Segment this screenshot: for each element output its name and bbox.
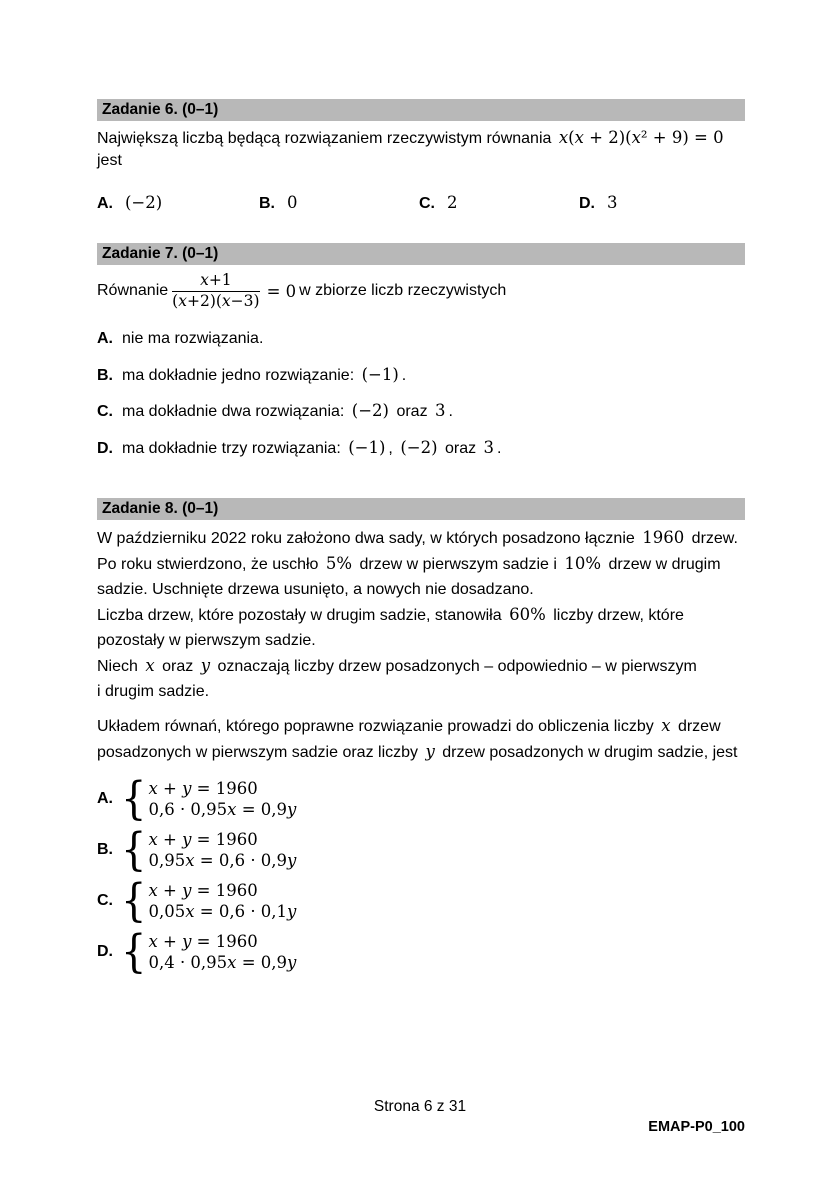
task-7-option-c [97,400,745,423]
text-line: sadzie. Uschnięte drzewa usunięto, a nowych nie dosadzano. [97,581,534,598]
option-letter: A. [97,790,113,807]
fraction-numerator: x+1 [172,272,259,292]
task-8-option-b [97,824,745,876]
text-line: Liczba drzew, które pozostały w drugim sadzie, stanowiła 60% liczby drzew, które [97,605,684,624]
task-8-option-c [97,875,745,927]
option-letter: C. [97,403,113,420]
task-6-option-d [579,193,745,213]
equation-system [148,880,296,922]
brace-icon: { [121,926,147,978]
option-letter: B. [97,841,113,858]
equation-system [148,931,296,973]
task-7-options [97,328,745,460]
equation-1: x + y = 1960 [148,881,258,900]
task-6-section [97,99,745,213]
equation-1: x + y = 1960 [148,932,258,951]
option-text: ma dokładnie trzy rozwiązania: (−1) , (−2) oraz 3 . [122,437,502,457]
task-6-option-a [97,193,259,213]
text-line: Niech x oraz y oznaczają liczby drzew posadzonych – odpowiednio – w pierwszym [97,656,697,675]
equation-2: 0,05x = 0,6 · 0,1y [148,902,297,921]
text-line: Układem równań, którego poprawne rozwiązanie prowadzi do obliczenia liczby x drzew [97,716,721,735]
option-text: ma dokładnie dwa rozwiązania: (−2) oraz 3 . [122,401,453,420]
task-8-header: Zadanie 8. (0–1) [97,498,745,520]
equation-2: 0,4 · 0,95x = 0,9y [148,953,297,972]
text-line: i drugim sadzie. [97,683,210,700]
task-7-equation [97,270,745,312]
equation-system [148,778,296,820]
task-7-option-b [97,364,745,387]
task-8-section [97,498,745,980]
task-8-options [97,773,745,978]
equation-system [148,829,296,871]
equation-prefix: Równanie [97,282,169,299]
text-line: posadzonych w pierwszym sadzie oraz liczby y drzew posadzonych w drugim sadzie, jest [97,742,738,761]
task-6-question: Największą liczbą będącą rozwiązaniem rzeczywistym równania x(x + 2)(x² + 9) = 0 jest [97,128,724,169]
equation-2: 0,95x = 0,6 · 0,9y [148,851,297,870]
option-text: nie ma rozwiązania. [122,330,264,347]
equation-1: x + y = 1960 [148,779,258,798]
task-8-paragraph-1 [97,525,745,704]
brace-icon: { [121,875,147,927]
option-letter: A. [97,330,113,347]
option-value: 0 [287,193,298,212]
text-line: W październiku 2022 roku założono dwa sady, w których posadzono łącznie 1960 drzew. [97,528,738,547]
option-value: (−2) [125,193,163,212]
option-value: 2 [447,193,458,212]
fraction-denominator: (x+2)(x−3) [172,291,260,310]
equation-equals: = 0 [266,281,297,301]
task-6-option-b [259,193,419,213]
task-8-option-d [97,926,745,978]
task-6-option-c [419,193,579,213]
option-letter: D. [97,943,113,960]
equation-2: 0,6 · 0,95x = 0,9y [148,800,297,819]
task-7-section [97,243,745,473]
text-line: Po roku stwierdzono, że uschło 5% drzew w pierwszym sadzie i 10% drzew w drugim [97,554,721,573]
task-8-paragraph-2 [97,713,745,765]
option-text: ma dokładnie jedno rozwiązanie: (−1) . [122,364,407,384]
option-letter: C. [97,892,113,909]
option-letter: B. [97,366,113,384]
fraction [172,272,259,311]
text-line: pozostały w pierwszym sadzie. [97,632,316,649]
option-letter: B. [259,195,275,212]
task-6-options [97,193,745,213]
option-letter: C. [419,195,435,212]
task-6-header: Zadanie 6. (0–1) [97,99,745,121]
task-8-option-a [97,773,745,825]
option-letter: D. [579,195,595,212]
page-number: Strona 6 z 31 [373,1098,467,1115]
task-7-option-d [97,437,745,460]
equation-suffix: w zbiorze liczb rzeczywistych [299,282,507,299]
option-letter: D. [97,439,113,457]
task-7-option-a [97,328,745,350]
option-value: 3 [607,193,618,212]
option-letter: A. [97,195,113,212]
brace-icon: { [121,773,147,825]
task-7-header: Zadanie 7. (0–1) [97,243,745,265]
brace-icon: { [121,824,147,876]
exam-code: EMAP-P0_100 [648,1119,745,1135]
equation-1: x + y = 1960 [148,830,258,849]
